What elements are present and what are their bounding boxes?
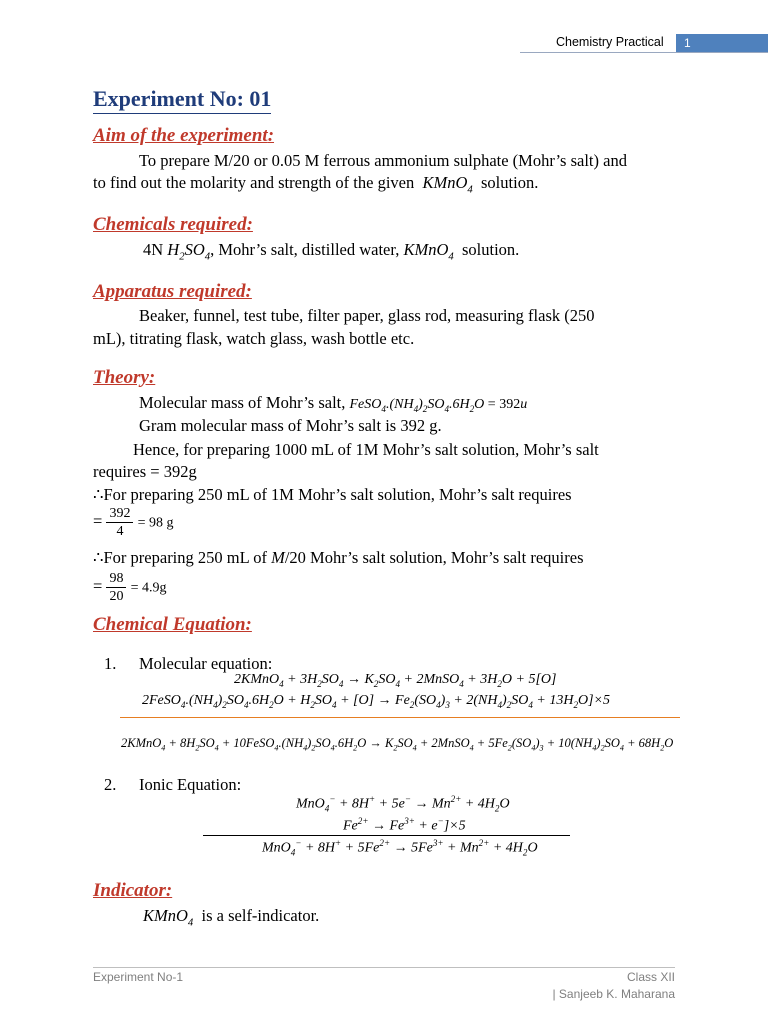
- net-molecular-equation: 2KMnO$_4$ + $8H_2SO_4$ + $10FeSO_4.(NH_4)_2SO_4.6H_2O \to K_2SO_4$ + 2MnSO$_4$ + $5Fe_2(SO_4)_3 + 10(NH_4)_2SO_4 + 68H_2O$: [121, 736, 674, 753]
- item-2-label: Ionic Equation:: [139, 775, 242, 794]
- chemicals-heading: Chemicals required:: [93, 214, 253, 235]
- item-1-number: 1.: [104, 654, 117, 673]
- indicator-line: KMnO$_4$ is a self-indicator.: [143, 906, 320, 929]
- theory-heading: Theory:: [93, 367, 156, 388]
- aim-line-2: to find out the molarity and strength of the given KMnO$_4$ solution.: [93, 173, 539, 196]
- theory-line-4: requires = 392g: [93, 462, 197, 481]
- net-ionic-equation: $MnO_4^- + 8H^+ + 5Fe^{2+} \to 5Fe^{3+} + Mn^{2+} + 4H_2O$: [262, 838, 538, 858]
- chemicals-line: 4N $H_2SO_4$, Mohr’s salt, distilled water, KMnO$_4$ solution.: [143, 240, 520, 263]
- ionic-divider: [203, 835, 570, 836]
- aim-line-1: To prepare M/20 or 0.05 M ferrous ammonium sulphate (Mohr’s salt) and: [139, 151, 627, 170]
- apparatus-heading: Apparatus required:: [93, 281, 252, 302]
- theory-fraction-2: = $\frac{98}{20}$ = 4.9g: [93, 571, 167, 604]
- ionic-equation-1: $MnO_4^- + 8H^+ + 5e^- \to Mn^{2+} + 4H_2O$: [296, 794, 510, 814]
- page-number-badge: 1: [676, 34, 768, 52]
- header-rule: [520, 52, 768, 53]
- header-title: Chemistry Practical: [556, 35, 664, 49]
- item-1-label: Molecular equation:: [139, 654, 273, 673]
- indicator-heading: Indicator:: [93, 880, 173, 901]
- apparatus-line-2: mL), titrating flask, watch glass, wash bottle etc.: [93, 329, 415, 348]
- theory-line-5: ∴For preparing 250 mL of 1M Mohr’s salt solution, Mohr’s salt requires: [93, 485, 572, 504]
- footer-rule: [93, 967, 675, 968]
- theory-line-1: Molecular mass of Mohr’s salt, $FeSO_4.(NH_4)_2SO_4.6H_2O = 392u$: [139, 393, 528, 414]
- apparatus-line-1: Beaker, funnel, test tube, filter paper, glass rod, measuring flask (250: [139, 306, 595, 325]
- footer-class: Class XII: [626, 970, 675, 984]
- theory-line-3: Hence, for preparing 1000 mL of 1M Mohr’s salt solution, Mohr’s salt: [133, 440, 599, 459]
- molecular-equation-1: 2KMnO$_4$ + $3H_2SO_4 \to K_2SO_4$ + 2MnSO$_4$ + $3H_2O + 5[O]$: [234, 672, 557, 689]
- aim-heading: Aim of the experiment:: [93, 125, 275, 146]
- theory-line-2: Gram molecular mass of Mohr’s salt is 392 g.: [139, 416, 442, 435]
- item-2-number: 2.: [104, 775, 117, 794]
- molecular-equation-2: $2FeSO_4.(NH_4)_2SO_4.6H_2O + H_2SO_4 + [O] \to Fe_2(SO_4)_3 + 2(NH_4)_2SO_4 + 13H_2O]\times 5$: [142, 693, 611, 710]
- theory-line-6: ∴For preparing 250 mL of M/20 Mohr’s salt solution, Mohr’s salt requires: [93, 548, 584, 567]
- equation-divider: [120, 717, 680, 718]
- footer-left: Experiment No-1: [93, 970, 184, 984]
- ionic-equation-2: $Fe^{2+} \to Fe^{3+} + e^-]\times 5$: [343, 816, 466, 834]
- chemical-equation-heading: Chemical Equation:: [93, 614, 252, 635]
- footer-author: | Sanjeeb K. Maharana: [552, 987, 675, 1001]
- theory-fraction-1: = $\frac{392}{4}$ = 98 g: [93, 506, 174, 539]
- page-title: Experiment No: 01: [93, 86, 271, 112]
